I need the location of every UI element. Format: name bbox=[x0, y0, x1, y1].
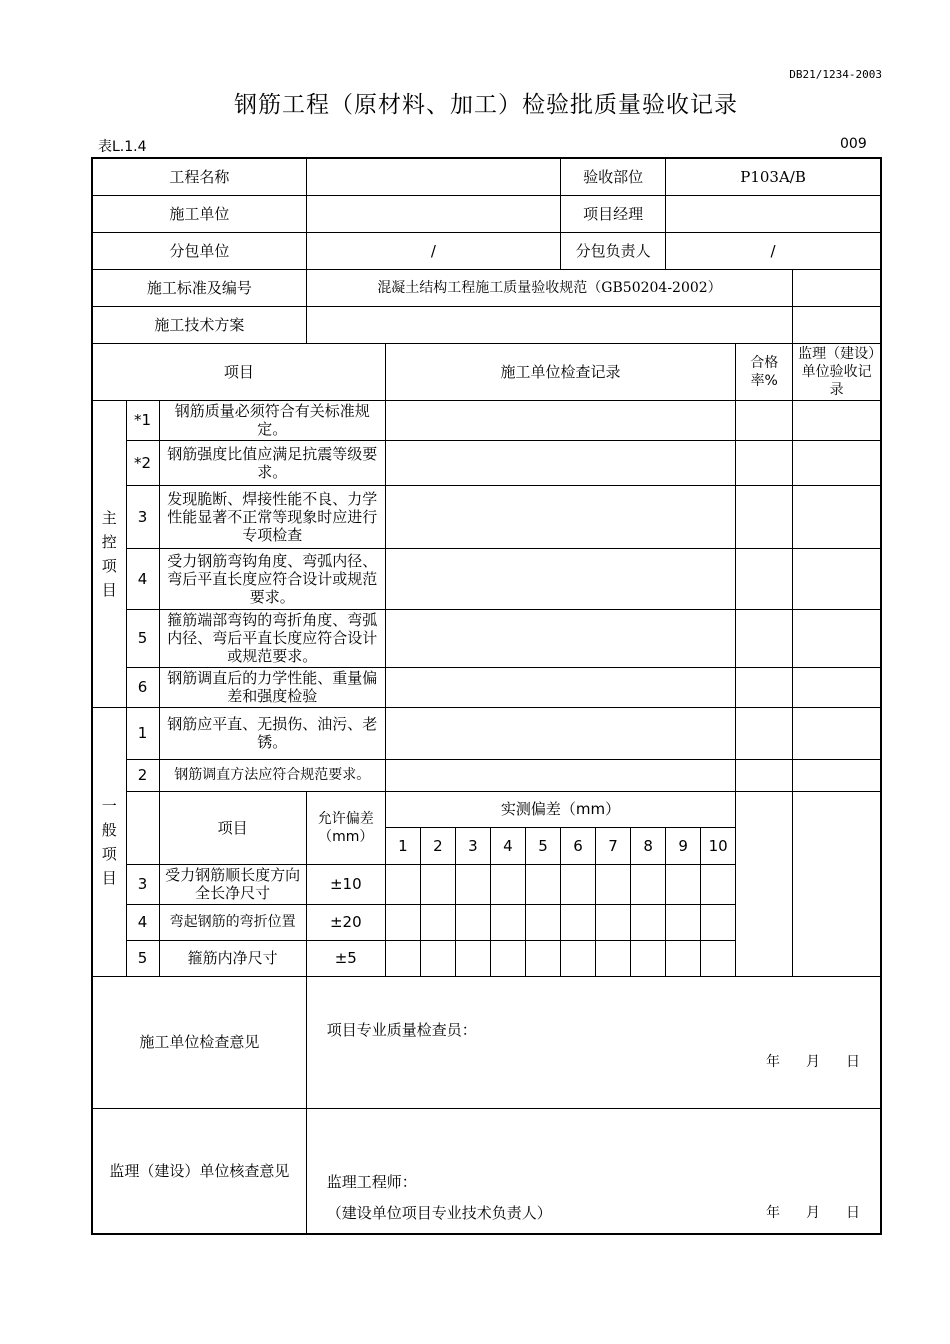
engineer-label: 监理工程师： bbox=[326, 1172, 417, 1191]
construction-opinion-body bbox=[306, 976, 881, 1108]
tolerance-value: ±10 bbox=[306, 864, 385, 904]
col-check-record-header: 施工单位检查记录 bbox=[385, 343, 735, 400]
check-record-cell bbox=[385, 707, 735, 759]
project-name-label: 工程名称 bbox=[92, 158, 306, 195]
plan-extra bbox=[793, 306, 881, 343]
measure-col-2: 2 bbox=[420, 827, 455, 864]
plan-field bbox=[306, 306, 792, 343]
sub-leader-field: / bbox=[666, 232, 881, 269]
table-number: 表L.1.4 bbox=[98, 139, 147, 155]
supervisor-cell bbox=[793, 400, 881, 440]
pass-rate-cell bbox=[736, 548, 793, 609]
measure-col-4: 4 bbox=[490, 827, 525, 864]
supervisor-cell bbox=[793, 609, 881, 667]
item-no: 6 bbox=[126, 667, 159, 707]
item-no: 4 bbox=[126, 904, 159, 940]
measure-cell bbox=[631, 940, 666, 976]
header-row-project bbox=[92, 158, 881, 195]
item-text: 钢筋质量必须符合有关标准规定。 bbox=[159, 400, 385, 440]
item-text: 钢筋调直方法应符合规范要求。 bbox=[159, 759, 385, 791]
measure-cell bbox=[420, 864, 455, 904]
pass-rate-cell bbox=[736, 400, 793, 440]
item-no: *2 bbox=[126, 440, 159, 485]
standard-code: DB21/1234-2003 bbox=[789, 68, 882, 81]
main-item-row bbox=[92, 548, 881, 609]
measure-cell bbox=[596, 904, 631, 940]
measure-cell bbox=[631, 904, 666, 940]
col-supervisor-header: 监理（建设）单位验收记录 bbox=[793, 343, 881, 400]
subcontractor-field: / bbox=[306, 232, 560, 269]
main-item-row bbox=[92, 609, 881, 667]
header-row-standard bbox=[92, 269, 881, 306]
header-row-plan bbox=[92, 306, 881, 343]
item-no: 2 bbox=[126, 759, 159, 791]
pass-rate-cell bbox=[736, 609, 793, 667]
supervisor-cell bbox=[793, 440, 881, 485]
main-item-row bbox=[92, 667, 881, 707]
item-text: 箍筋内净尺寸 bbox=[159, 940, 306, 976]
project-manager-field bbox=[666, 195, 881, 232]
measure-cell bbox=[385, 940, 420, 976]
item-no: 3 bbox=[126, 485, 159, 548]
measure-col-1: 1 bbox=[385, 827, 420, 864]
sub-leader-label: 分包负责人 bbox=[561, 232, 666, 269]
measure-col-5: 5 bbox=[525, 827, 560, 864]
measure-cell bbox=[455, 864, 490, 904]
measure-cell bbox=[561, 940, 596, 976]
pass-rate-cell bbox=[736, 791, 793, 976]
item-no: 3 bbox=[126, 864, 159, 904]
general-item-row bbox=[92, 707, 881, 759]
blank-no-cell bbox=[126, 791, 159, 864]
measure-cell bbox=[455, 904, 490, 940]
item-no: *1 bbox=[126, 400, 159, 440]
column-header-row bbox=[92, 343, 881, 400]
standard-label: 施工标准及编号 bbox=[92, 269, 306, 306]
pass-rate-cell bbox=[736, 667, 793, 707]
date-month: 月 bbox=[806, 1204, 820, 1221]
general-label: 一般项目 bbox=[92, 707, 126, 976]
header-row-unit bbox=[92, 195, 881, 232]
measure-cell bbox=[525, 864, 560, 904]
item-text: 钢筋强度比值应满足抗震等级要求。 bbox=[159, 440, 385, 485]
pass-rate-cell bbox=[736, 485, 793, 548]
acceptance-part-field: P103A/B bbox=[666, 158, 881, 195]
measure-cell bbox=[666, 904, 701, 940]
measure-col-8: 8 bbox=[631, 827, 666, 864]
measure-cell bbox=[525, 904, 560, 940]
check-record-cell bbox=[385, 609, 735, 667]
item-no: 5 bbox=[126, 609, 159, 667]
item-text: 钢筋应平直、无损伤、油污、老锈。 bbox=[159, 707, 385, 759]
measure-cell bbox=[490, 904, 525, 940]
measure-col-3: 3 bbox=[455, 827, 490, 864]
date-year: 年 bbox=[766, 1053, 780, 1070]
measure-cell bbox=[596, 940, 631, 976]
date-month: 月 bbox=[806, 1053, 820, 1070]
col-pass-rate-header: 合格率% bbox=[736, 343, 793, 400]
tolerance-value: ±20 bbox=[306, 904, 385, 940]
project-name-field bbox=[306, 158, 560, 195]
item-text: 箍筋端部弯钩的弯折角度、弯弧内径、弯后平直长度应符合设计或规范要求。 bbox=[159, 609, 385, 667]
supervisor-cell bbox=[793, 707, 881, 759]
measure-cell bbox=[561, 864, 596, 904]
supervisor-cell bbox=[793, 791, 881, 976]
measure-col-9: 9 bbox=[666, 827, 701, 864]
measure-cell bbox=[490, 940, 525, 976]
measure-cell bbox=[701, 904, 736, 940]
measure-cell bbox=[385, 864, 420, 904]
date-day: 日 bbox=[846, 1204, 860, 1221]
measure-cell bbox=[385, 904, 420, 940]
supervisor-opinion-row bbox=[92, 1108, 881, 1234]
measure-cell bbox=[666, 940, 701, 976]
project-manager-label: 项目经理 bbox=[561, 195, 666, 232]
general-item-row bbox=[92, 759, 881, 791]
date-day: 日 bbox=[846, 1053, 860, 1070]
measure-cell bbox=[596, 864, 631, 904]
check-record-cell bbox=[385, 667, 735, 707]
main-item-row bbox=[92, 440, 881, 485]
main-item-row bbox=[92, 485, 881, 548]
plan-label: 施工技术方案 bbox=[92, 306, 306, 343]
inspection-record-table bbox=[91, 157, 882, 1235]
measure-cell bbox=[701, 940, 736, 976]
col-item-header: 项目 bbox=[92, 343, 385, 400]
measure-cell bbox=[490, 864, 525, 904]
measure-col-10: 10 bbox=[701, 827, 736, 864]
supervisor-cell bbox=[793, 548, 881, 609]
measured-header: 实测偏差（mm） bbox=[385, 791, 735, 827]
construction-date bbox=[740, 1053, 860, 1071]
supervisor-opinion-body bbox=[306, 1108, 881, 1234]
item-text: 发现脆断、焊接性能不良、力学性能显著不正常等现象时应进行专项检查 bbox=[159, 485, 385, 548]
measure-cell bbox=[420, 940, 455, 976]
construction-opinion-label: 施工单位检查意见 bbox=[92, 976, 306, 1108]
pass-rate-cell bbox=[736, 707, 793, 759]
construction-unit-label: 施工单位 bbox=[92, 195, 306, 232]
item-text: 弯起钢筋的弯折位置 bbox=[159, 904, 306, 940]
measure-col-7: 7 bbox=[596, 827, 631, 864]
measure-col-6: 6 bbox=[561, 827, 596, 864]
check-record-cell bbox=[385, 440, 735, 485]
standard-extra bbox=[793, 269, 881, 306]
subcontractor-label: 分包单位 bbox=[92, 232, 306, 269]
measure-cell bbox=[666, 864, 701, 904]
main-item-row bbox=[92, 400, 881, 440]
date-year: 年 bbox=[766, 1204, 780, 1221]
main-control-label: 主控项目 bbox=[92, 400, 126, 707]
measure-cell bbox=[561, 904, 596, 940]
item-no: 4 bbox=[126, 548, 159, 609]
measure-cell bbox=[455, 940, 490, 976]
measure-cell bbox=[525, 940, 560, 976]
supervisor-date bbox=[740, 1204, 860, 1222]
pass-rate-cell bbox=[736, 759, 793, 791]
check-record-cell bbox=[385, 485, 735, 548]
measure-cell bbox=[701, 864, 736, 904]
supervisor-opinion-label: 监理（建设）单位核查意见 bbox=[92, 1108, 306, 1234]
item-no: 1 bbox=[126, 707, 159, 759]
owner-label: （建设单位项目专业技术负责人） bbox=[326, 1203, 552, 1222]
inspector-label: 项目专业质量检查员： bbox=[326, 1020, 477, 1039]
supervisor-cell bbox=[793, 667, 881, 707]
acceptance-part-label: 验收部位 bbox=[561, 158, 666, 195]
measure-cell bbox=[420, 904, 455, 940]
item-text: 受力钢筋弯钩角度、弯弧内径、弯后平直长度应符合设计或规范要求。 bbox=[159, 548, 385, 609]
check-record-cell bbox=[385, 548, 735, 609]
page-title: 钢筋工程（原材料、加工）检验批质量验收记录 bbox=[234, 92, 738, 118]
supervisor-cell bbox=[793, 759, 881, 791]
supervisor-cell bbox=[793, 485, 881, 548]
item-no: 5 bbox=[126, 940, 159, 976]
sub-item-header: 项目 bbox=[159, 791, 306, 864]
serial-number: 009 bbox=[840, 136, 867, 152]
tolerance-value: ±5 bbox=[306, 940, 385, 976]
tolerance-header-row bbox=[92, 791, 881, 827]
item-text: 钢筋调直后的力学性能、重量偏差和强度检验 bbox=[159, 667, 385, 707]
check-record-cell bbox=[385, 759, 735, 791]
measure-cell bbox=[631, 864, 666, 904]
tolerance-header: 允许偏差（mm） bbox=[306, 791, 385, 864]
check-record-cell bbox=[385, 400, 735, 440]
construction-unit-field bbox=[306, 195, 560, 232]
construction-opinion-row bbox=[92, 976, 881, 1108]
header-row-sub bbox=[92, 232, 881, 269]
standard-field: 混凝土结构工程施工质量验收规范（GB50204-2002） bbox=[306, 269, 792, 306]
pass-rate-cell bbox=[736, 440, 793, 485]
item-text: 受力钢筋顺长度方向全长净尺寸 bbox=[159, 864, 306, 904]
